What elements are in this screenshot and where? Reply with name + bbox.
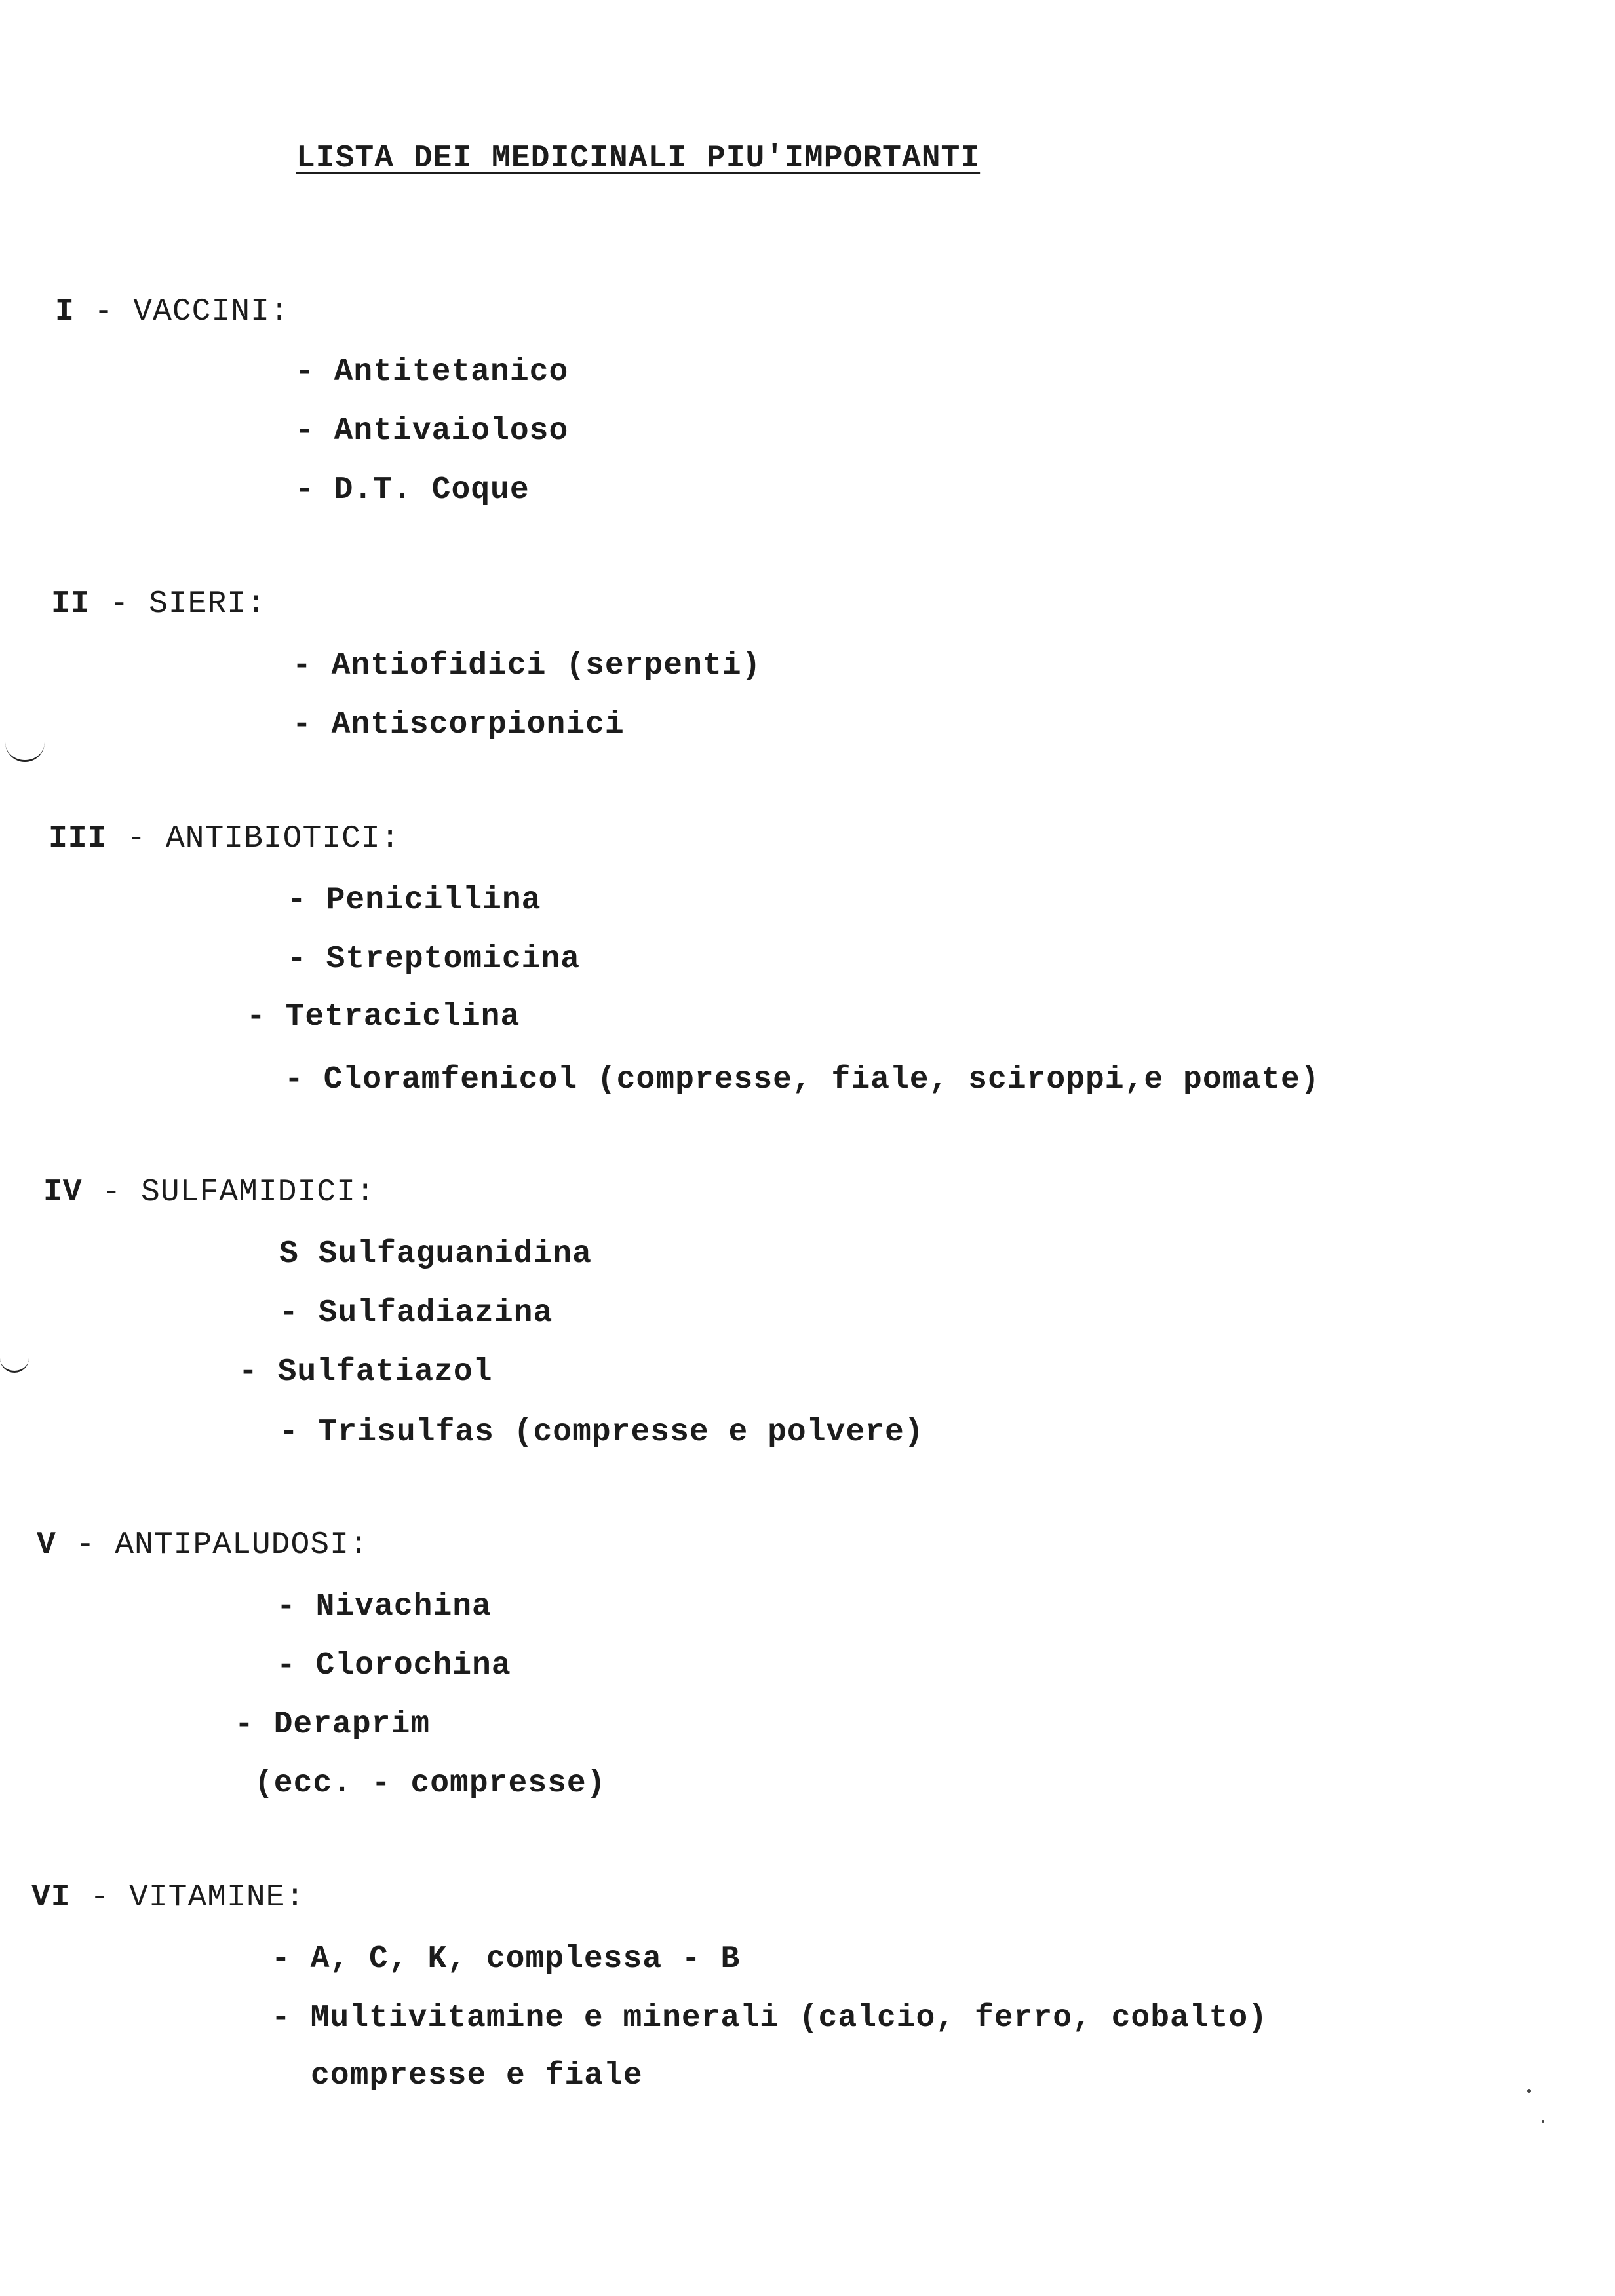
section-heading-iv: IV - SULFAMIDICI: [43, 1175, 376, 1210]
list-item: (ecc. - compresse) [254, 1766, 606, 1801]
list-item: - Multivitamine e minerali (calcio, ferro, cobalto) [271, 2000, 1268, 2036]
section-label: ANTIBIOTICI: [165, 821, 400, 856]
section-numeral: V [37, 1527, 56, 1563]
section-label: VITAMINE: [129, 1880, 305, 1915]
speck [1527, 2089, 1531, 2093]
section-numeral: VI [31, 1880, 71, 1915]
list-item: - Cloramfenicol (compresse, fiale, sciroppi,e pomate) [284, 1062, 1320, 1098]
section-heading-vi: VI - VITAMINE: [31, 1880, 305, 1915]
list-item: - Antivaioloso [295, 413, 569, 449]
section-numeral: IV [43, 1175, 83, 1210]
list-item: - Clorochina [277, 1648, 511, 1683]
section-numeral: III [49, 821, 107, 856]
section-label: ANTIPALUDOSI: [115, 1527, 369, 1563]
section-numeral: I [55, 294, 75, 330]
list-item: - Tetraciclina [246, 999, 520, 1035]
section-label: SIERI: [149, 586, 266, 622]
section-heading-v: V - ANTIPALUDOSI: [37, 1527, 369, 1563]
list-item: S Sulfaguanidina [279, 1236, 592, 1272]
speck [1542, 2120, 1544, 2123]
list-item: - Antitetanico [295, 354, 569, 390]
section-heading-i: I - VACCINI: [55, 294, 290, 330]
list-item: - Sulfadiazina [279, 1295, 553, 1331]
list-item: - Nivachina [277, 1589, 492, 1624]
document-title: LISTA DEI MEDICINALI PIU'IMPORTANTI [296, 141, 981, 176]
list-item: - Trisulfas (compresse e polvere) [279, 1415, 924, 1450]
list-item: - Antiofidici (serpenti) [292, 648, 762, 683]
list-item: compresse e fiale [311, 2058, 643, 2094]
punch-mark [5, 740, 45, 762]
list-item: - Antiscorpionici [292, 707, 625, 742]
list-item: - A, C, K, complessa - B [271, 1942, 741, 1977]
list-item: - Deraprim [235, 1707, 431, 1742]
list-item: - Sulfatiazol [239, 1354, 493, 1390]
section-heading-iii: III - ANTIBIOTICI: [49, 821, 400, 856]
section-numeral: II [51, 586, 90, 622]
list-item: - D.T. Coque [295, 472, 530, 508]
punch-mark [0, 1355, 29, 1373]
list-item: - Streptomicina [287, 942, 581, 977]
section-label: VACCINI: [133, 294, 290, 330]
section-heading-ii: II - SIERI: [51, 586, 266, 622]
list-item: - Penicillina [287, 883, 541, 918]
section-label: SULFAMIDICI: [141, 1175, 376, 1210]
